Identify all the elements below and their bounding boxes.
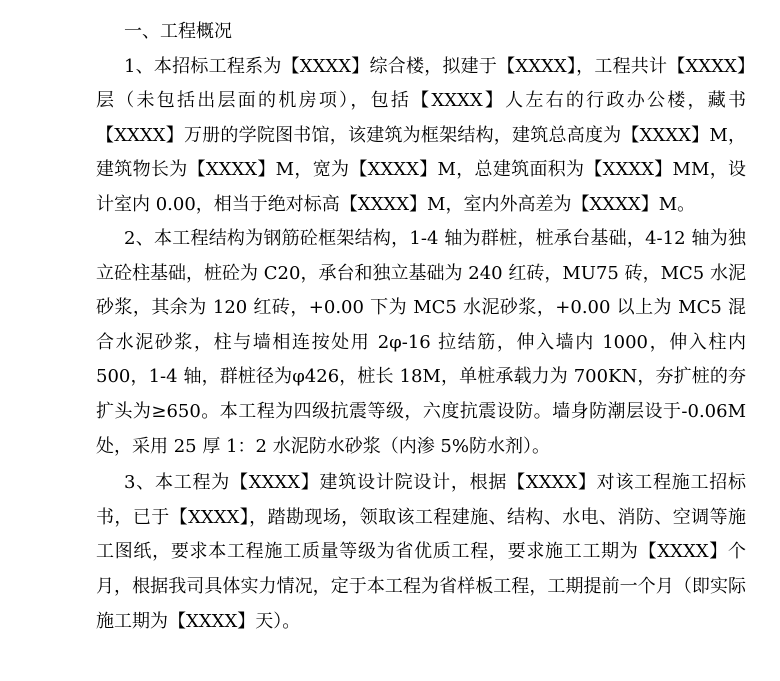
paragraph-3: 3、本工程为【XXXX】建筑设计院设计，根据【XXXX】对该工程施工招标书，已于【XXXX】，踏勘现场，领取该工程建施、结构、水电、消防、空调等施工图纸，要求本工程施工质量等级为省优质工程，要求施工工期为【XXXX】个月，根据我司具体实力情况，定于本工程为省样板工程，工期提前一个月（即实际施工期为【XXXX】天）。 xyxy=(96,472,746,632)
paragraph-1: 1、本招标工程系为【XXXX】综合楼，拟建于【XXXX】，工程共计【XXXX】层（未包括出层面的机房项），包括【XXXX】人左右的行政办公楼，藏书【XXXX】万册的学院图书馆，该建筑为框架结构，建筑总高度为【XXXX】M，建筑物长为【XXXX】M，宽为【XXXX】M，总建筑面积为【XXXX】MM，设计室内 0.00，相当于绝对标高【XXXX】M，室内外高差为【XXXX】M。 xyxy=(96,56,746,215)
section-heading: 一、工程概况 xyxy=(124,21,232,42)
document-page xyxy=(96,14,746,639)
paragraph-2: 2、本工程结构为钢筋砼框架结构，1-4 轴为群桩，桩承台基础，4-12 轴为独立砼柱基础，桩砼为 C20，承台和独立基础为 240 红砖，MU75 砖，MC5 水泥砂浆，其余为 120 红砖，+0.00 下为 MC5 水泥砂浆，+0.00 以上为 MC5 混合水泥砂浆，柱与墙相连按处用 2φ-16 拉结筋，伸入墙内 1000，伸入柱内 500，1-4 轴，群桩径为φ426，桩长 18M，单桩承载力为 700KN，夯扩桩的夯扩头为≥650。本工程为四级抗震等级，六度抗震设防。墙身防潮层设于-0.06M 处，采用 25 厚 1：2 水泥防水砂浆（内渗 5%防水剂）。 xyxy=(96,228,746,457)
